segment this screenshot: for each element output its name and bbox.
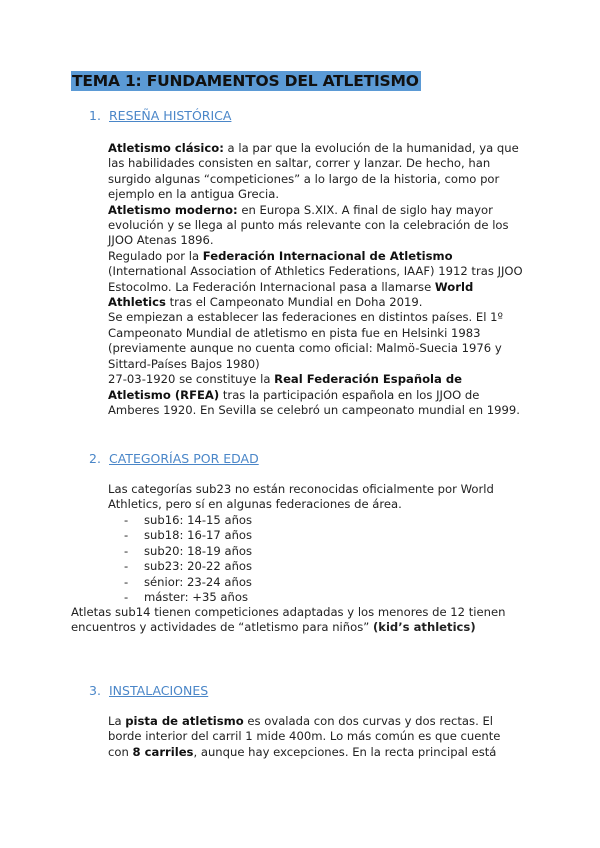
page-title: TEMA 1: FUNDAMENTOS DEL ATLETISMO	[72, 72, 419, 90]
section-label: INSTALACIONES	[109, 683, 209, 698]
section-label: RESEÑA HISTÓRICA	[109, 108, 232, 123]
paragraph	[108, 203, 523, 249]
bold-term: (kid’s athletics)	[372, 620, 476, 635]
text: a la par que la evolución de la humanidad, ya que las habilidades consisten en saltar, correr y lanzar. De hecho, han surgido algunas “competiciones” a lo largo de la historia, como por ejemplo en la antigua Grecia.	[108, 141, 519, 202]
section-number: 1.	[89, 108, 101, 123]
section-heading-categorias	[89, 451, 259, 466]
list-item-text: sub23: 20-22 años	[144, 559, 253, 574]
dash: -	[124, 559, 129, 574]
categorias-list	[124, 513, 252, 605]
list-item	[124, 513, 252, 528]
list-item	[124, 590, 252, 605]
list-item-text: sub16: 14-15 años	[144, 513, 253, 527]
dash: -	[124, 513, 129, 527]
list-item	[124, 528, 252, 543]
bold-term: pista de atletismo	[125, 714, 244, 728]
text: Regulado por la	[108, 248, 203, 263]
section-number: 3.	[89, 683, 101, 698]
text: , aunque hay excepciones. En la recta principal está	[193, 744, 497, 759]
instalaciones-block	[108, 714, 523, 760]
bold-term: World Athletics	[108, 279, 474, 310]
section-number: 2.	[89, 451, 101, 466]
dash: -	[124, 574, 129, 589]
text: tras el Campeonato Mundial en Doha 2019.	[165, 295, 423, 310]
section-label: CATEGORÍAS POR EDAD	[109, 451, 259, 466]
text: es ovalada con dos curvas y dos rectas. El borde interior del carril 1 mide 400m. Lo más común es que cuente con	[108, 714, 501, 759]
bold-term: Real Federación Española de Atletismo (RFEA)	[108, 372, 463, 402]
bold-term: Federación Internacional de Atletismo	[202, 248, 453, 263]
text: en Europa S.XIX. A final de siglo hay mayor evolución y se llega al punto más relevante con la celebración de los JJOO Atenas 1896.	[108, 202, 509, 248]
list-item	[124, 575, 252, 590]
list-item-text: sub18: 16-17 años	[144, 528, 253, 543]
paragraph	[108, 141, 523, 203]
list-item-text: máster: +35 años	[144, 590, 249, 605]
list-item-text: sub20: 18-19 años	[144, 543, 253, 558]
historia-block	[108, 141, 523, 418]
bold-term: Atletismo clásico:	[108, 141, 224, 155]
section-heading-instalaciones	[89, 683, 208, 698]
categorias-intro: Las categorías sub23 no están reconocidas oficialmente por World Athletics, pero sí en algunas federaciones de área.	[108, 482, 494, 512]
bold-term: Atletismo moderno:	[108, 202, 238, 217]
list-item-text: sénior: 23-24 años	[144, 574, 252, 589]
categorias-note	[71, 605, 523, 636]
dash: -	[124, 528, 129, 543]
text: Atletas sub14 tienen competiciones adaptadas y los menores de 12 tienen encuentros y actividades de “atletismo para niños”	[71, 605, 506, 635]
section-heading-historia	[89, 108, 231, 123]
text: La	[108, 714, 126, 728]
paragraph: Se empiezan a establecer las federaciones en distintos países. El 1º Campeonato Mundial de atletismo en pista fue en Helsinki 1983 (previamente aunque no cuenta como oficial: Malmö-Suecia 1976 y Sittard-Países Bajos 1980)	[108, 310, 503, 371]
text: tras la participación española en los JJOO de Amberes 1920. En Sevilla se celebró un campeonato mundial en 1999.	[108, 387, 520, 417]
list-item	[124, 544, 252, 559]
paragraph	[108, 249, 523, 311]
list-item	[124, 559, 252, 574]
dash: -	[124, 590, 129, 605]
text: 27-03-1920 se constituye la	[108, 372, 275, 387]
dash: -	[124, 543, 129, 558]
bold-term: 8 carriles	[132, 744, 194, 759]
text: (International Association of Athletics Federations, IAAF) 1912 tras JJOO Estocolmo. La Federación Internacional pasa a llamarse	[108, 264, 523, 294]
paragraph	[108, 372, 523, 418]
